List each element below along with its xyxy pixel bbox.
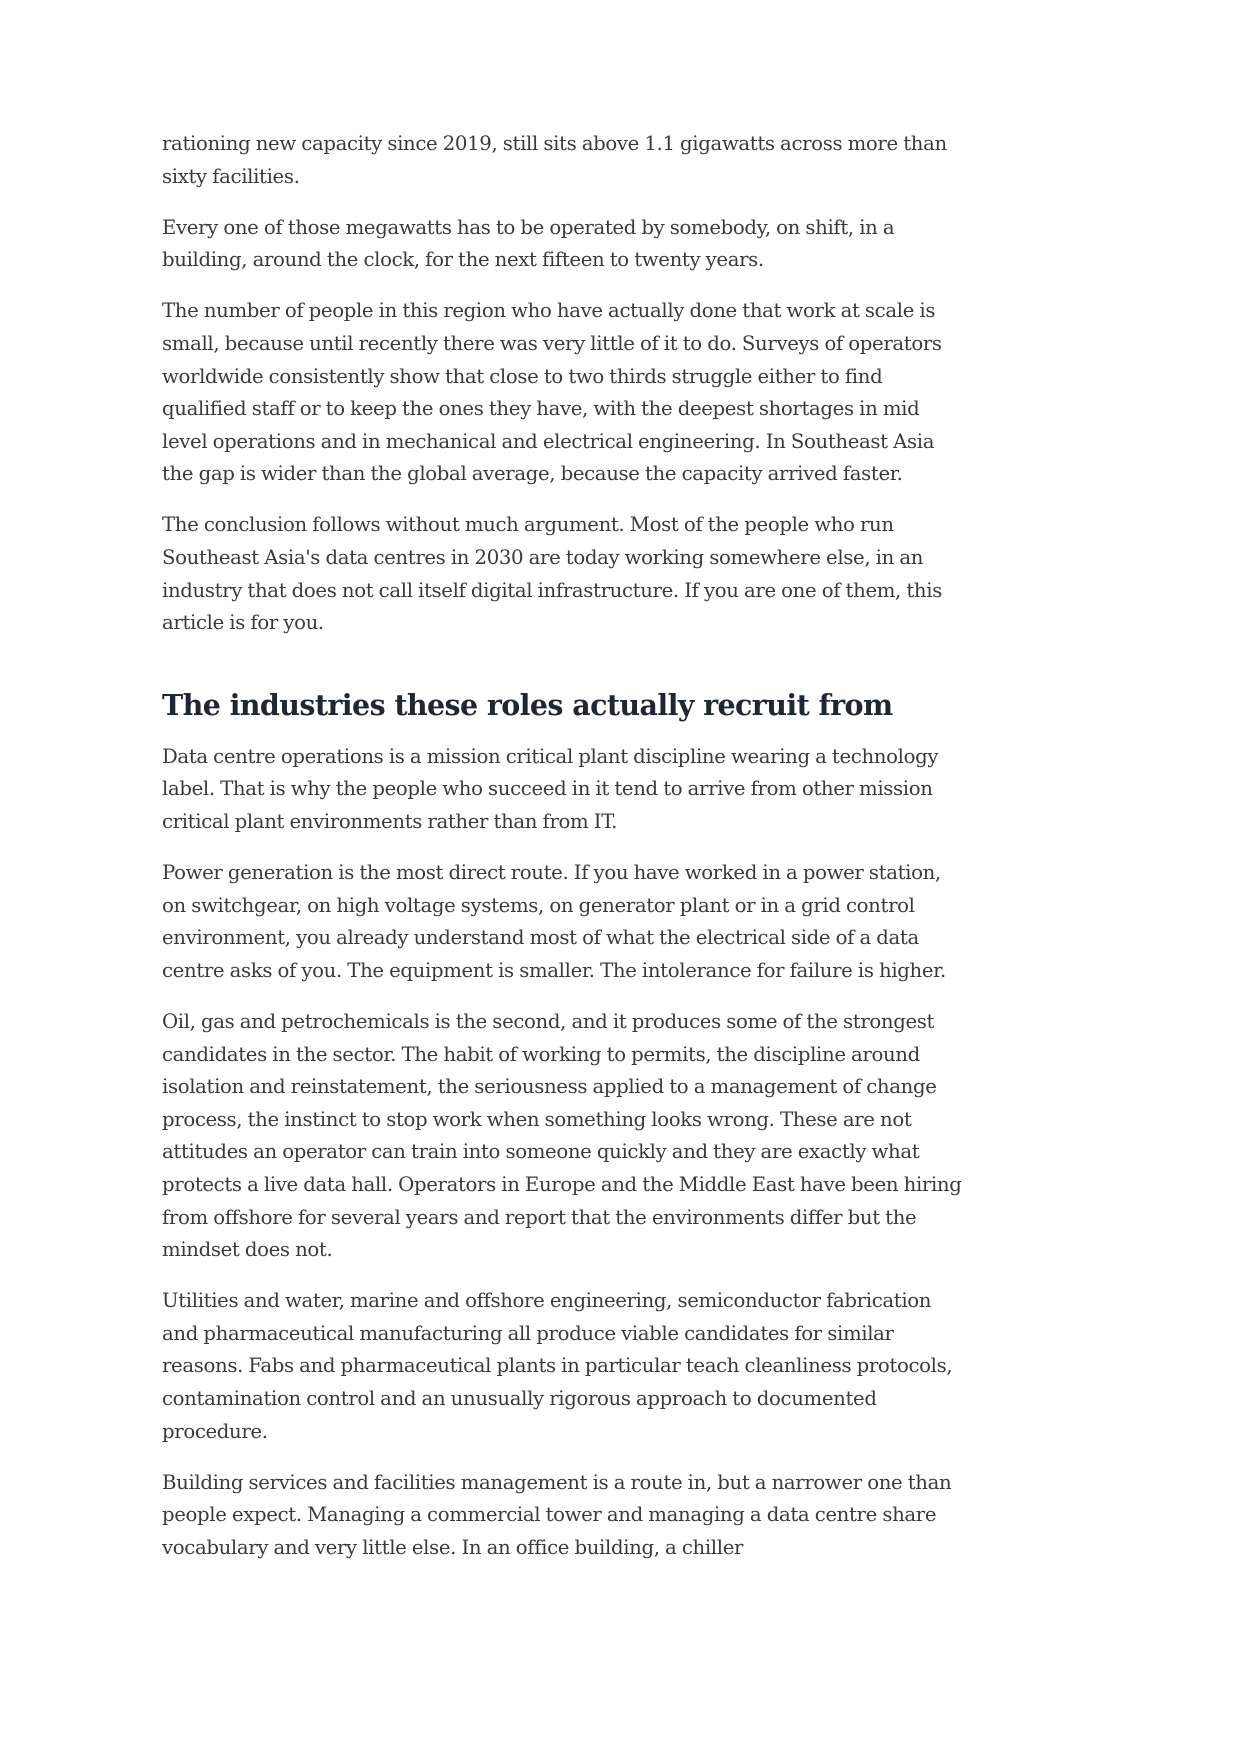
paragraph: Every one of those megawatts has to be operated by somebody, on shift, in a building, around the clock, for the next fifteen to twenty years.: [162, 215, 895, 272]
paragraph: Building services and facilities management is a route in, but a narrower one than people expect. Managing a commercial tower and managing a data centre share vocabulary and very little else. In an office building, a chiller: [162, 1470, 952, 1559]
paragraph: The number of people in this region who have actually done that work at scale is small, because until recently there was very little of it to do. Surveys of operators worldwide consistently show that close to two thirds struggle either to find qualified staff or to keep the ones they have, with the deepest shortages in mid level operations and in mechanical and electrical engineering. In Southeast Asia the gap is wider than the global average, because the capacity arrived faster.: [162, 299, 942, 486]
article-body: [162, 128, 962, 1583]
paragraph: Oil, gas and petrochemicals is the second, and it produces some of the strongest candidates in the sector. The habit of working to permits, the discipline around isolation and reinstatement, the seriousness applied to a management of change process, the instinct to stop work when something looks wrong. These are not attitudes an operator can train into someone quickly and they are exactly what protects a live data hall. Operators in Europe and the Middle East have been hiring from offshore for several years and report that the environments differ but the mindset does not.: [162, 1009, 962, 1262]
paragraph: Power generation is the most direct route. If you have worked in a power station, on switchgear, on high voltage systems, on generator plant or in a grid control environment, you already understand most of what the electrical side of a data centre asks of you. The equipment is smaller. The intolerance for failure is higher.: [162, 861, 946, 982]
paragraph: rationing new capacity since 2019, still sits above 1.1 gigawatts across more than sixty facilities.: [162, 132, 947, 188]
paragraph: Utilities and water, marine and offshore engineering, semiconductor fabrication and pharmaceutical manufacturing all produce viable candidates for similar reasons. Fabs and pharmaceutical plants in particular teach cleanliness protocols, contamination control and an unusually rigorous approach to documented procedure.: [162, 1289, 953, 1443]
section-heading: The industries these roles actually recruit from: [162, 687, 893, 722]
paragraph: Data centre operations is a mission critical plant discipline wearing a technology label. That is why the people who succeed in it tend to arrive from other mission critical plant environments rather than from IT.: [162, 744, 939, 833]
paragraph: The conclusion follows without much argument. Most of the people who run Southeast Asia's data centres in 2030 are today working somewhere else, in an industry that does not call itself digital infrastructure. If you are one of them, this article is for you.: [162, 513, 942, 635]
